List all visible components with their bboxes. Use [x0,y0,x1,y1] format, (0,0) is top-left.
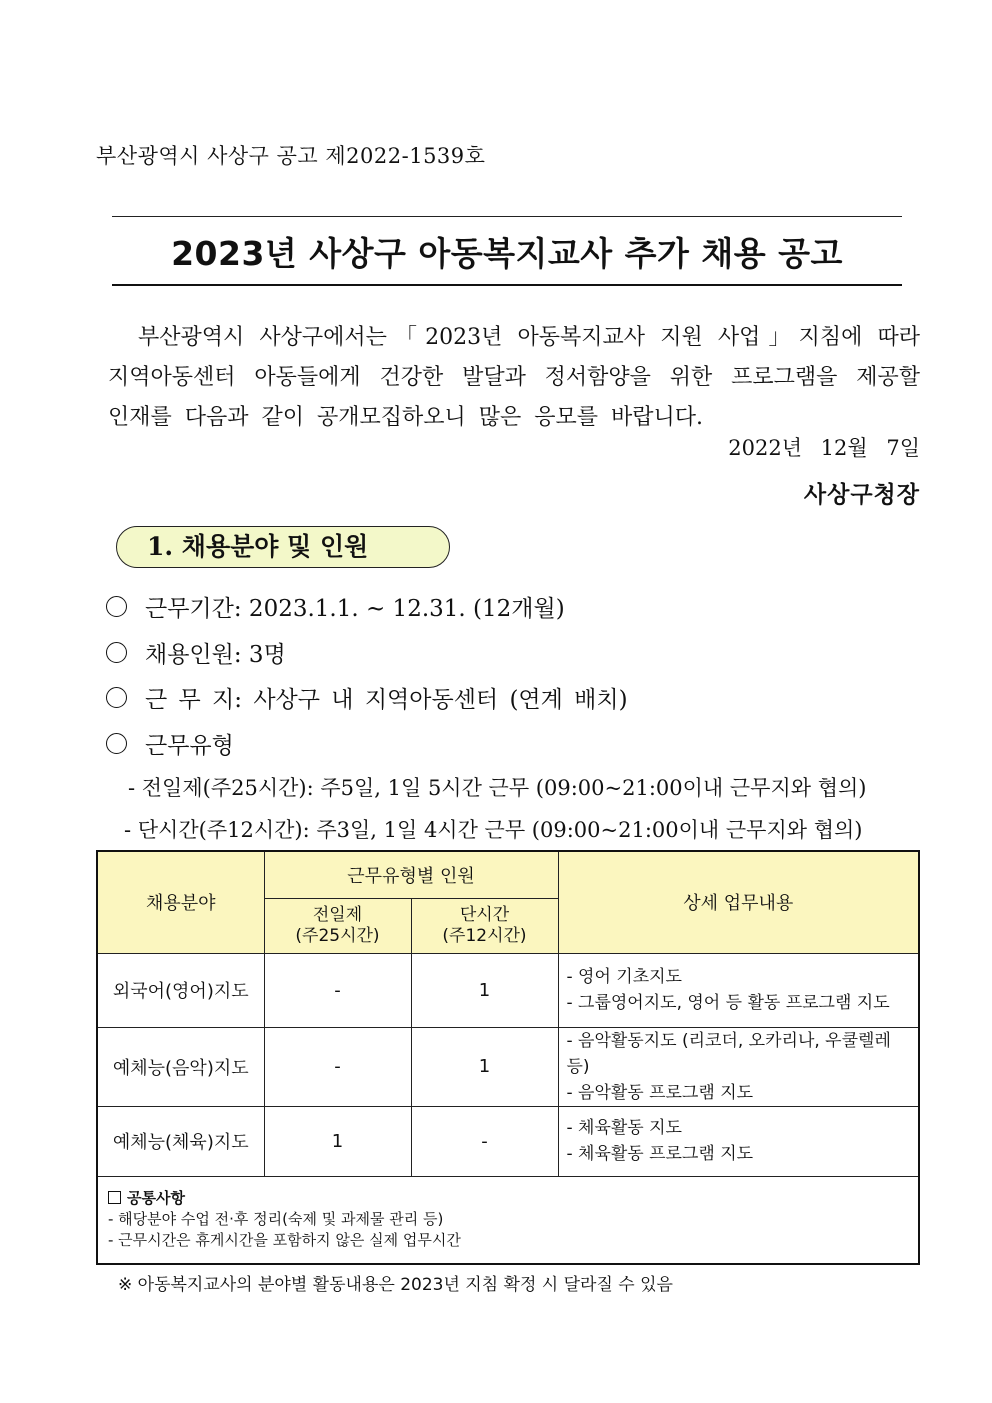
announcement-date: 2022년 12월 7일 [728,436,920,460]
bullet-work-period [106,590,565,623]
header-field: 채용분야 [97,851,264,953]
common-notes [97,1176,919,1264]
common-notes-row [97,1176,919,1264]
intro-line-1: 부산광역시 사상구에서는「2023년 아동복지교사 지원 사업」지침에 따라 [138,325,920,350]
header-detail: 상세 업무내용 [558,851,919,953]
common-notes-heading [108,1188,908,1209]
header-headcount-group: 근무유형별 인원 [264,851,558,898]
footnote: ※ 아동복지교사의 분야별 활동내용은 2023년 지침 확정 시 달라질 수 있음 [118,1275,673,1295]
intro-paragraph [108,318,920,438]
circle-bullet-icon [106,596,127,617]
header-fulltime-sub: (주25시간) [295,925,380,946]
row-fulltime: 1 [264,1106,411,1176]
bullet-text: 근무기간: 2023.1.1. ~ 12.31. (12개월) [145,596,565,622]
row-parttime: - [411,1106,558,1176]
header-parttime-label: 단시간 [459,904,510,925]
common-notes-title: 공통사항 [127,1189,185,1208]
bullet-headcount [106,636,286,669]
section-1-heading: 1. 채용분야 및 인원 [116,526,450,568]
recruitment-table [96,850,920,1265]
detail-item: - 체육활동 지도 [566,1118,682,1138]
detail-item: - 음악활동지도 (리코더, 오카리나, 우쿨렐레 등) [566,1030,891,1077]
circle-bullet-icon [106,642,127,663]
row-parttime: 1 [411,1027,558,1106]
title-top-rule [112,216,902,217]
work-type-parttime: - 단시간(주12시간): 주3일, 1일 4시간 근무 (09:00~21:00이내 근무지와 협의) [124,818,863,842]
bullet-text: 근무유형 [145,733,234,759]
common-note-item: - 근무시간은 휴게시간을 포함하지 않은 실제 업무시간 [108,1231,461,1250]
bullet-text: 채용인원: 3명 [145,642,286,668]
document-title: 2023년 사상구 아동복지교사 추가 채용 공고 [171,234,843,273]
bullet-work-type [106,727,234,760]
table-row [97,1027,919,1106]
signer: 사상구청장 [803,481,920,508]
detail-item: - 체육활동 프로그램 지도 [566,1144,754,1164]
row-field: 예체능(체육)지도 [97,1106,264,1176]
row-field: 외국어(영어)지도 [97,953,264,1027]
header-fulltime [264,898,411,953]
intro-line-3: 인재를 다음과 같이 공개모집하오니 많은 응모를 바랍니다. [108,405,704,430]
bullet-workplace [106,681,628,714]
row-field: 예체능(음악)지도 [97,1027,264,1106]
detail-item: - 영어 기초지도 [566,967,682,987]
row-detail [558,953,919,1027]
row-fulltime: - [264,953,411,1027]
intro-line-2: 지역아동센터 아동들에게 건강한 발달과 정서함양을 위한 프로그램을 제공할 [108,365,920,390]
table-row [97,953,919,1027]
table-row [97,1106,919,1176]
common-note-item: - 해당분야 수업 전·후 정리(숙제 및 과제물 관리 등) [108,1210,444,1229]
row-parttime: 1 [411,953,558,1027]
work-type-fulltime: - 전일제(주25시간): 주5일, 1일 5시간 근무 (09:00~21:00이내 근무지와 협의) [128,776,867,800]
header-fulltime-label: 전일제 [312,904,363,925]
bullet-text: 근 무 지: 사상구 내 지역아동센터 (연계 배치) [145,687,628,713]
detail-item: - 음악활동 프로그램 지도 [566,1082,754,1103]
detail-item: - 그룹영어지도, 영어 등 활동 프로그램 지도 [566,993,890,1013]
header-parttime [411,898,558,953]
circle-bullet-icon [106,733,127,754]
square-bullet-icon [108,1191,121,1204]
circle-bullet-icon [106,687,127,708]
row-detail [558,1106,919,1176]
notice-number: 부산광역시 사상구 공고 제2022-1539호 [96,144,486,168]
row-detail [558,1027,919,1106]
header-parttime-sub: (주12시간) [442,925,527,946]
title-bottom-rule [112,284,902,286]
row-fulltime: - [264,1027,411,1106]
